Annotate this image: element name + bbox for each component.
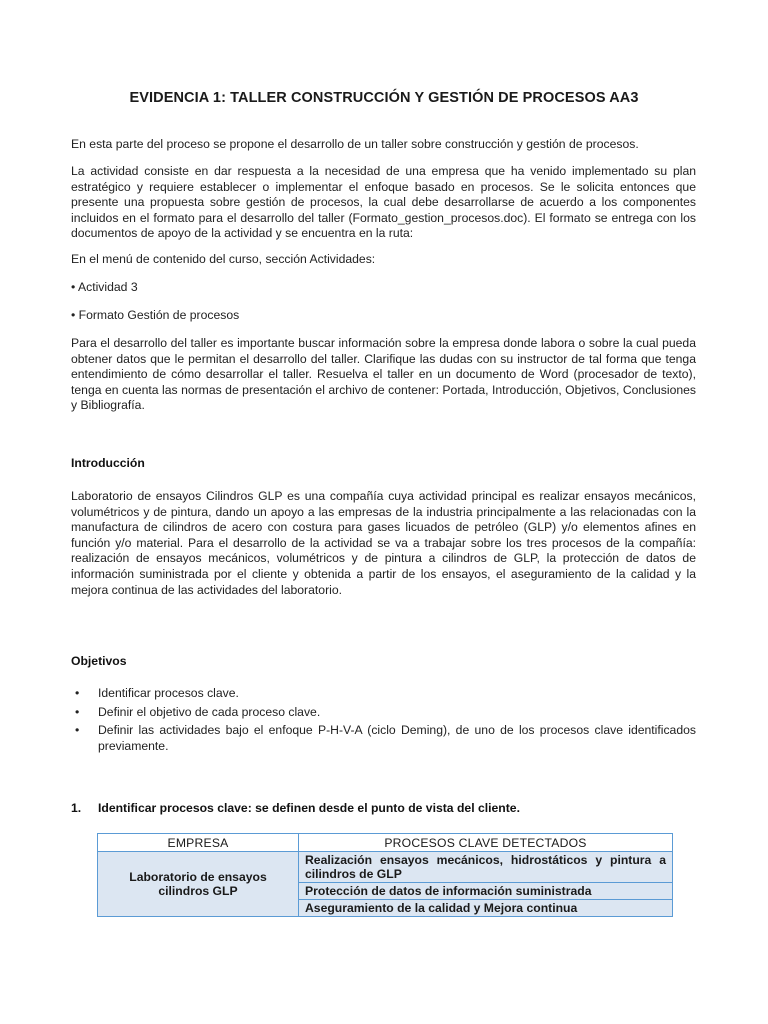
introduccion-heading: Introducción: [71, 456, 145, 470]
column-header-processes: PROCESOS CLAVE DETECTADOS: [299, 834, 673, 852]
bullet-icon: •: [75, 704, 80, 719]
objective-text: Identificar procesos clave.: [98, 686, 239, 700]
objetivos-heading: Objetivos: [71, 654, 127, 668]
bullet-icon: •: [75, 723, 80, 738]
list-item: [71, 723, 696, 754]
section-1-heading: [71, 801, 520, 815]
activity-list-item: • Formato Gestión de procesos: [71, 308, 240, 322]
process-cell: Realización ensayos mecánicos, hidrostáticos y pintura a cilindros de GLP: [299, 852, 673, 883]
intro-paragraph-6: Para el desarrollo del taller es importante buscar información sobre la empresa donde labora o sobre la cual pueda obtener datos que le permitan el desarrollo del taller. Clarifique las dudas con su instructor de tal forma que tenga entendimiento de cómo desarrollar el taller. Resuelva el taller en un documento de Word (procesador de texto), tenga en cuenta las normas de presentación el archivo de contener: Portada, Introducción, Objetivos, Conclusiones y Bibliografía.: [71, 336, 696, 413]
section-number: 1.: [71, 801, 82, 815]
objective-text: Definir las actividades bajo el enfoque P-H-V-A (ciclo Deming), de uno de los procesos clave identificados previamente.: [98, 723, 696, 753]
table-header-row: [98, 834, 673, 852]
intro-paragraph-3: En el menú de contenido del curso, sección Actividades:: [71, 252, 376, 266]
intro-paragraph-1: En esta parte del proceso se propone el desarrollo de un taller sobre construcción y gestión de procesos.: [71, 137, 639, 151]
process-cell: Aseguramiento de la calidad y Mejora continua: [299, 900, 673, 917]
activity-list-item: • Actividad 3: [71, 280, 138, 294]
section-title: Identificar procesos clave: se definen desde el punto de vista del cliente.: [98, 801, 520, 815]
objetivos-list: [71, 686, 696, 757]
intro-paragraph-2: La actividad consiste en dar respuesta a la necesidad de una empresa que ha venido implementado su plan estratégico y requiere establecer o implementar el enfoque basado en procesos. Se le solicita entonces que presente una propuesta sobre gestión de procesos, la cual debe desarrollarse de acuerdo a los componentes incluidos en el formato para el desarrollo del taller (Formato_gestion_procesos.doc). El formato se entrega con los documentos de apoyo de la actividad y se encuentra en la ruta:: [71, 164, 696, 241]
column-header-company: EMPRESA: [98, 834, 299, 852]
process-cell: Protección de datos de información suministrada: [299, 883, 673, 900]
list-item: [71, 686, 696, 702]
page-title: EVIDENCIA 1: TALLER CONSTRUCCIÓN Y GESTIÓN DE PROCESOS AA3: [129, 90, 639, 106]
bullet-icon: •: [75, 686, 80, 700]
table-row: [98, 852, 673, 883]
introduccion-paragraph: Laboratorio de ensayos Cilindros GLP es una compañía cuya actividad principal es realizar ensayos mecánicos, volumétricos y de pintura, dando un apoyo a las empresas de la industria principalmente a las relacionadas con la manufactura de cilindros de acero con costura para gases licuados de petróleo (GLP) y/o elementos afines en función y/o material. Para el desarrollo de la actividad se va a trabajar sobre los tres procesos de la compañía: realización de ensayos mecánicos, volumétricos y de pintura a cilindros de GLP, la protección de datos de información suministrada por el cliente y obtenida a partir de los ensayos, el aseguramiento de la calidad y la mejora continua de las actividades del laboratorio.: [71, 489, 696, 597]
objective-text: Definir el objetivo de cada proceso clave.: [98, 704, 321, 719]
list-item: [71, 705, 696, 721]
company-cell: Laboratorio de ensayos cilindros GLP: [98, 852, 299, 917]
key-processes-table: [97, 833, 673, 917]
